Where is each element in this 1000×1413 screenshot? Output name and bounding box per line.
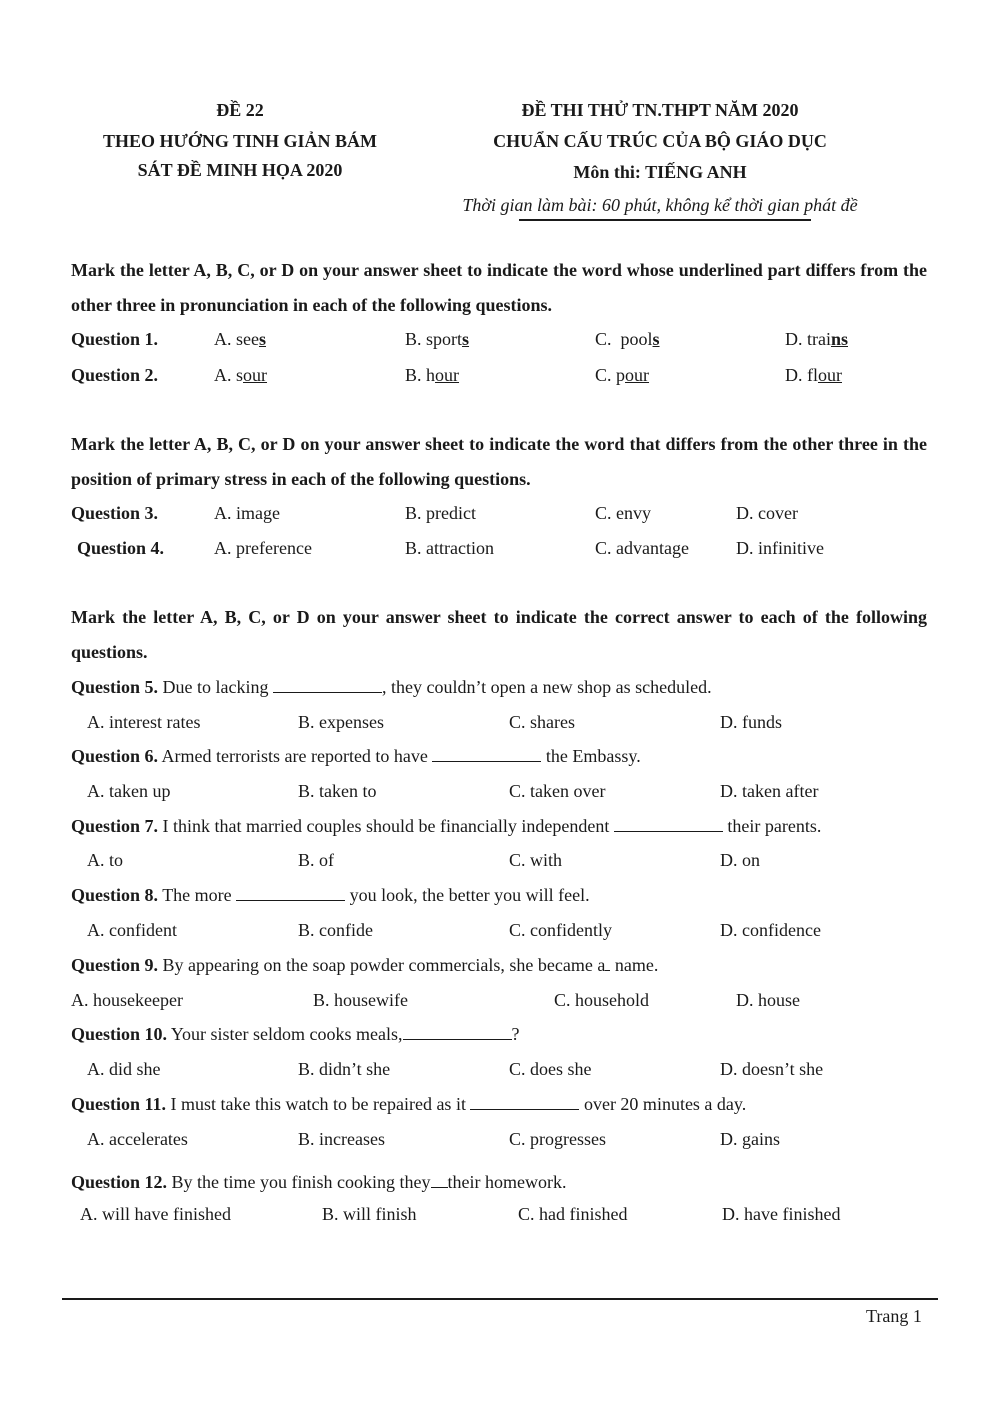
q6-stem: Question 6. Armed terrorists are reported to have the Embassy. bbox=[71, 746, 641, 766]
q9-stem: Question 9. By appearing on the soap powder commercials, she became a name. bbox=[71, 955, 659, 975]
q9-option-d: D. house bbox=[736, 990, 800, 1010]
q2-option-a: A. sour bbox=[214, 365, 268, 385]
q4-label: Question 4. bbox=[77, 538, 165, 558]
page-number: Trang 1 bbox=[866, 1306, 922, 1326]
q10-option-c: C. does she bbox=[509, 1059, 592, 1079]
q11-option-c: C. progresses bbox=[509, 1129, 606, 1149]
q8-option-b: B. confide bbox=[298, 920, 373, 940]
exam-number: ĐỀ 22 bbox=[216, 100, 264, 120]
section3-instruction: Mark the letter A, B, C, or D on your answer sheet to indicate the correct answer to each of the following questions. bbox=[71, 607, 927, 662]
q12-stem: Question 12. By the time you finish cooking they their homework. bbox=[71, 1172, 567, 1192]
q2-option-c: C. pour bbox=[595, 365, 650, 385]
q8-option-c: C. confidently bbox=[509, 920, 612, 940]
left-header-line2: THEO HƯỚNG TINH GIẢN BÁM bbox=[102, 131, 378, 151]
q11-option-d: D. gains bbox=[720, 1129, 780, 1149]
footer-rule bbox=[62, 1298, 938, 1300]
q5-option-b: B. expenses bbox=[298, 712, 384, 732]
q1-option-b: B. sports bbox=[405, 329, 470, 349]
q9-option-a: A. housekeeper bbox=[71, 990, 183, 1010]
section2-instruction: Mark the letter A, B, C, or D on your answer sheet to indicate the word that differs from the other three in the position of primary stress in each of the following questions. bbox=[71, 434, 927, 489]
q6-option-d: D. taken after bbox=[720, 781, 819, 801]
left-header-line3: SÁT ĐỀ MINH HỌA 2020 bbox=[137, 160, 343, 180]
q3-option-d: D. cover bbox=[736, 503, 798, 523]
q10-stem: Question 10. Your sister seldom cooks meals, ? bbox=[71, 1024, 520, 1044]
q5-stem: Question 5. Due to lacking , they couldn’t open a new shop as scheduled. bbox=[71, 677, 712, 697]
q12-option-b: B. will finish bbox=[322, 1204, 417, 1224]
q7-option-c: C. with bbox=[509, 850, 563, 870]
q12-option-a: A. will have finished bbox=[80, 1204, 231, 1224]
q2-label: Question 2. bbox=[71, 365, 159, 385]
q10-option-d: D. doesn’t she bbox=[720, 1059, 824, 1079]
subject-line: Môn thi: TIẾNG ANH bbox=[573, 162, 747, 182]
q12-option-c: C. had finished bbox=[518, 1204, 628, 1224]
q3-label: Question 3. bbox=[71, 503, 159, 523]
q6-option-a: A. taken up bbox=[87, 781, 171, 801]
q4-option-d: D. infinitive bbox=[736, 538, 824, 558]
q3-option-c: C. envy bbox=[595, 503, 651, 523]
q2-option-b: B. hour bbox=[405, 365, 460, 385]
q3-option-a: A. image bbox=[214, 503, 280, 523]
q1-option-a: A. sees bbox=[214, 329, 266, 349]
q7-option-a: A. to bbox=[87, 850, 123, 870]
header-underline bbox=[519, 219, 811, 221]
exam-title: ĐỀ THI THỬ TN.THPT NĂM 2020 bbox=[521, 100, 799, 120]
q10-option-a: A. did she bbox=[87, 1059, 161, 1079]
q6-option-c: C. taken over bbox=[509, 781, 606, 801]
right-header-line2: CHUẨN CẤU TRÚC CỦA BỘ GIÁO DỤC bbox=[493, 131, 827, 151]
q12-option-d: D. have finished bbox=[722, 1204, 841, 1224]
q1-option-c: C. pools bbox=[595, 329, 660, 349]
q8-option-d: D. confidence bbox=[720, 920, 821, 940]
q1-option-d: D. trains bbox=[785, 329, 848, 349]
q7-option-b: B. of bbox=[298, 850, 334, 870]
q8-option-a: A. confident bbox=[87, 920, 177, 940]
q6-option-b: B. taken to bbox=[298, 781, 377, 801]
q3-option-b: B. predict bbox=[405, 503, 476, 523]
q11-option-b: B. increases bbox=[298, 1129, 385, 1149]
q5-option-a: A. interest rates bbox=[87, 712, 201, 732]
q5-option-d: D. funds bbox=[720, 712, 782, 732]
q11-option-a: A. accelerates bbox=[87, 1129, 188, 1149]
section1-instruction: Mark the letter A, B, C, or D on your answer sheet to indicate the word whose underlined part differs from the other three in pronunciation in each of the following questions. bbox=[71, 260, 927, 315]
q4-option-b: B. attraction bbox=[405, 538, 494, 558]
q8-stem: Question 8. The more you look, the better you will feel. bbox=[71, 885, 590, 905]
q11-stem: Question 11. I must take this watch to be repaired as it over 20 minutes a day. bbox=[71, 1094, 747, 1114]
q9-option-b: B. housewife bbox=[313, 990, 408, 1010]
time-line: Thời gian làm bài: 60 phút, không kể thời gian phát đề bbox=[462, 195, 858, 215]
q10-option-b: B. didn’t she bbox=[298, 1059, 391, 1079]
q4-option-c: C. advantage bbox=[595, 538, 689, 558]
q2-option-d: D. flour bbox=[785, 365, 842, 385]
q4-option-a: A. preference bbox=[214, 538, 312, 558]
q9-option-c: C. household bbox=[554, 990, 650, 1010]
q1-label: Question 1. bbox=[71, 329, 159, 349]
q7-option-d: D. on bbox=[720, 850, 760, 870]
q5-option-c: C. shares bbox=[509, 712, 575, 732]
q7-stem: Question 7. I think that married couples should be financially independent their parents. bbox=[71, 816, 822, 836]
